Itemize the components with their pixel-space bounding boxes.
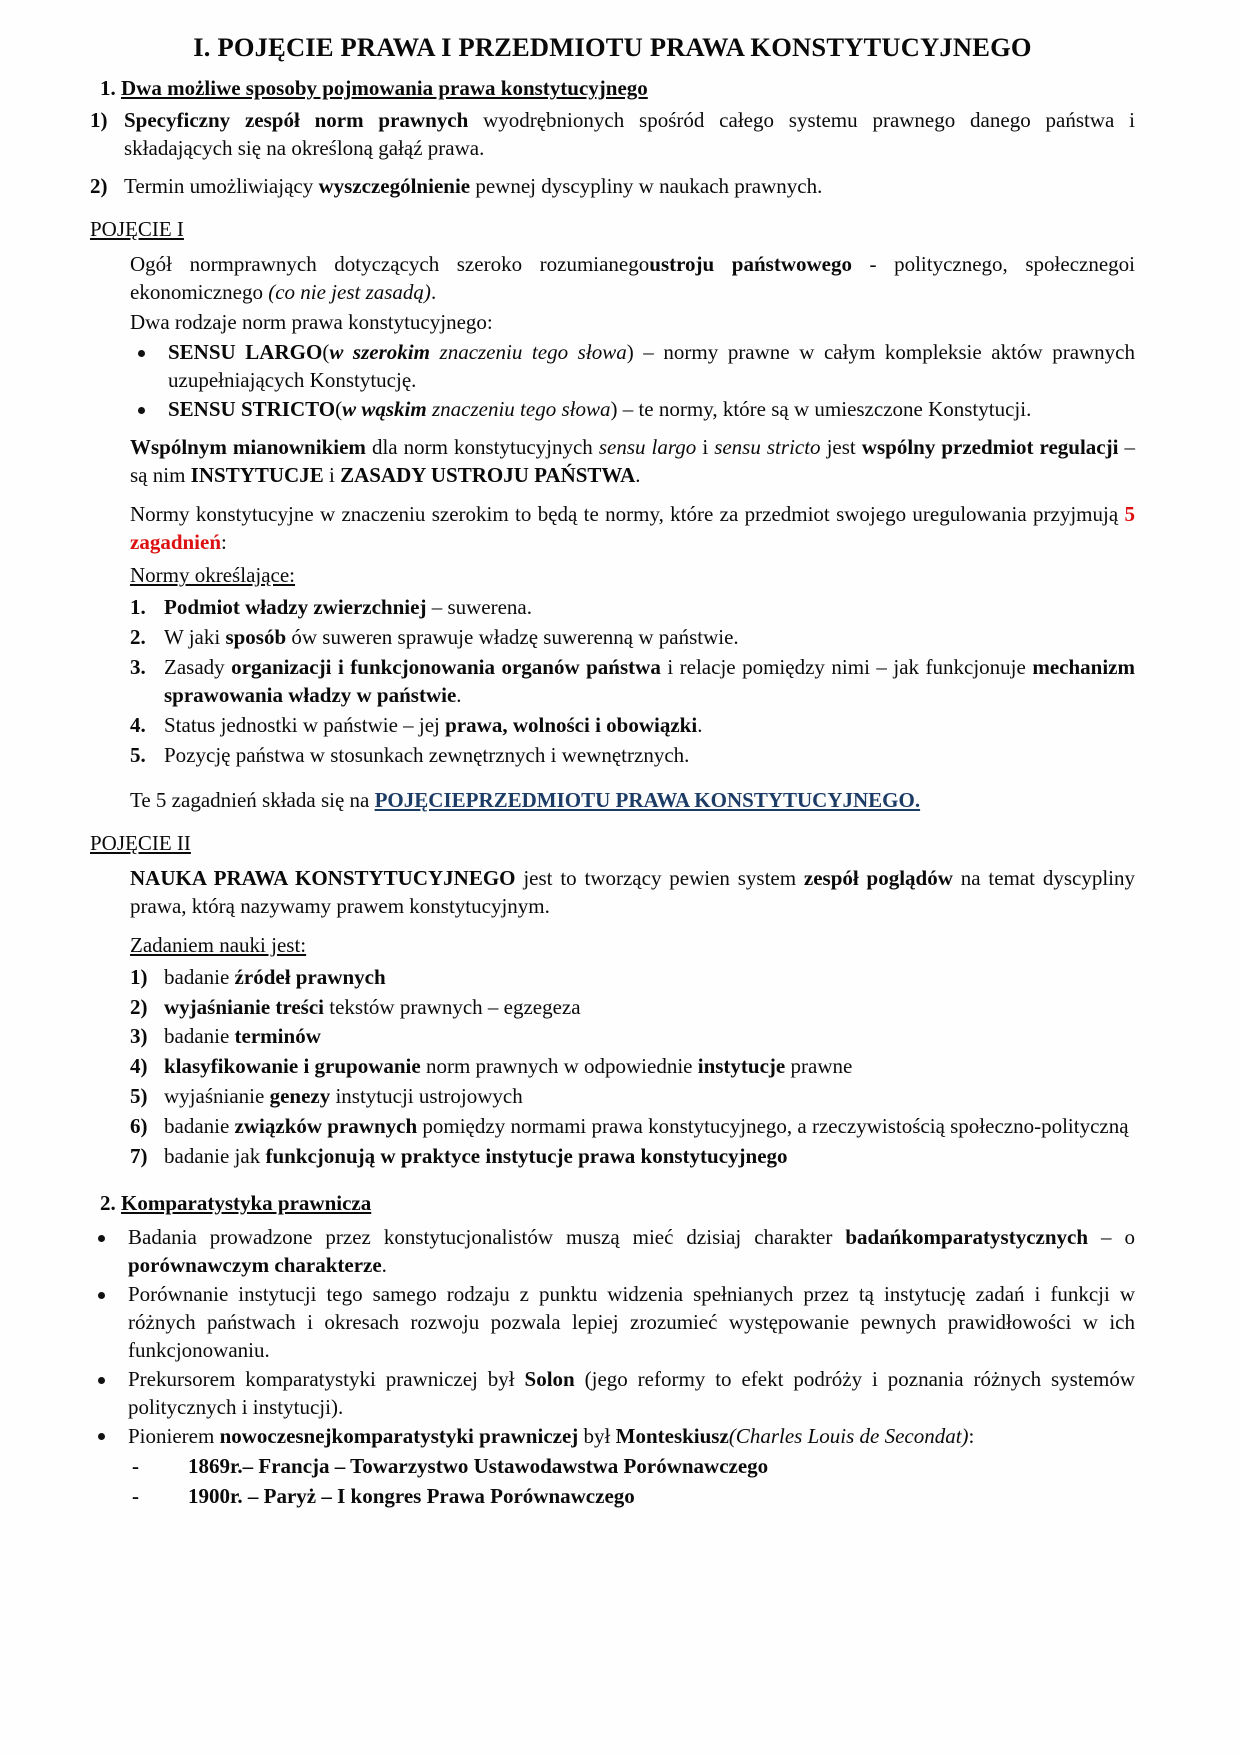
wspolny-bold-2: wspólny przedmiot regulacji <box>861 434 1119 459</box>
nauka-mid: jest to tworzący pewien system <box>515 865 804 890</box>
list-marker: 4) <box>130 1054 148 1079</box>
pojecie-2-body <box>130 865 1135 1171</box>
normy-intro-colon: : <box>221 529 227 554</box>
bullet-bold: nowoczesnejkomparatystyki prawniczej <box>219 1423 579 1448</box>
list-item <box>90 173 1135 201</box>
zadania-list <box>130 964 1135 1171</box>
item-bold: źródeł prawnych <box>234 964 386 989</box>
item-text: wyodrębnionych spośród całego systemu prawnego danego państwa i składających się na określoną gałąź prawa. <box>124 108 1135 161</box>
list-item <box>90 1366 1135 1422</box>
wspolny-mid-3: jest <box>820 434 862 459</box>
pojecie-1-intro <box>130 251 1135 307</box>
wspolny-mid-4: – są nim <box>130 434 1135 487</box>
item-post: instytucji ustrojowych <box>330 1084 523 1109</box>
section-1-list <box>90 107 1135 201</box>
item-pre: W jaki <box>164 625 226 650</box>
normy-intro-text: Normy konstytucyjne w znaczeniu szerokim to będą te normy, które za przedmiot swojego uregulowania przyjmują <box>130 501 1125 526</box>
page-title: I. POJĘCIE PRAWA I PRZEDMIOTU PRAWA KONSTYTUCYJNEGO <box>193 32 1032 62</box>
dash-text: 1869r.– Francja – Towarzystwo Ustawodawstwa Porównawczego <box>188 1454 769 1479</box>
section-2-number: 2. <box>100 1191 116 1216</box>
list-item <box>130 654 1135 710</box>
list-marker: 1) <box>90 108 108 133</box>
list-item <box>130 396 1135 424</box>
item-bold: Podmiot władzy zwierzchniej <box>164 595 427 620</box>
item-post: tekstów prawnych – egzegeza <box>324 994 581 1019</box>
item-bold: funkcjonują w praktyce instytucje prawa konstytucyjnego <box>265 1144 788 1169</box>
section-2-bullets <box>90 1224 1135 1511</box>
item-text: . <box>456 683 462 708</box>
item-bold-lead: Specyficzny zespół norm prawnych <box>124 108 469 133</box>
intro-part-c: - politycznego, społecznegoi ekonomicznego <box>130 252 1135 305</box>
paren-close: ) <box>610 396 618 421</box>
item-text: ów suweren sprawuje władzę suwerenną w państwie. <box>286 625 739 650</box>
item-pre: Zasady <box>164 655 232 680</box>
list-item <box>128 1453 1135 1481</box>
pojecie-1-subintro: Dwa rodzaje norm prawa konstytucyjnego: <box>130 310 493 335</box>
dash-marker: - <box>132 1454 139 1479</box>
section-2-heading <box>90 1191 1135 1216</box>
paren-open: ( <box>335 396 343 421</box>
item-pre: badanie <box>164 1024 235 1049</box>
five-issues-highlight: 5 zagadnień <box>130 501 1135 554</box>
bullet-pre: Badania prowadzone przez konstytucjonalistów muszą mieć dzisiaj charakter <box>128 1225 846 1250</box>
dash-text: 1900r. – Paryż – I kongres Prawa Porównawczego <box>188 1484 635 1509</box>
bullet-italic: (Charles Louis de Secondat) <box>728 1423 969 1448</box>
bullet-dot-icon <box>98 1235 105 1242</box>
list-item <box>130 964 1135 992</box>
spacer <box>130 425 1135 434</box>
item-text-post: pewnej dyscypliny w naukach prawnych. <box>470 174 823 199</box>
pojecie-1-heading <box>90 217 1135 242</box>
bullet-bold-2: porównawczym charakterze <box>128 1252 382 1277</box>
item-bold: klasyfikowanie i grupowanie <box>164 1054 421 1079</box>
item-text: . <box>697 713 703 738</box>
bullet-bold: Solon <box>524 1366 575 1391</box>
section-1-heading <box>90 76 1135 101</box>
wspolny-mid-2: i <box>696 434 715 459</box>
list-marker: 2) <box>90 174 108 199</box>
list-item <box>90 107 1135 163</box>
nauka-prawa-paragraph <box>130 865 1135 921</box>
list-marker: 5. <box>130 742 146 767</box>
item-mid: i relacje pomiędzy nimi – jak funkcjonuje <box>660 655 1033 680</box>
bullet-italic: znaczeniu tego słowa <box>429 340 627 364</box>
item-bold-2: instytucje <box>697 1054 786 1079</box>
bullet-pre: Prekursorem komparatystyki prawniczej był <box>128 1366 525 1391</box>
normy-list <box>130 594 1135 770</box>
list-item <box>90 1423 1135 1512</box>
spacer <box>130 923 1135 932</box>
bullet-dot-icon <box>138 350 145 357</box>
bullet-pre: Porównanie instytucji tego samego rodzaju z punktu widzenia spełnianych przez tą instytucję zadań i funkcji w różnych państwach i okresach rozwoju pozwala lepiej zrozumieć występowanie pewnych prawidłowości w ich funkcjonowaniu. <box>128 1281 1135 1362</box>
pojecie-1-body <box>130 251 1135 815</box>
bullet-mid: był <box>578 1423 616 1448</box>
spacer <box>130 492 1135 501</box>
list-marker: 4. <box>130 713 146 738</box>
intro-part-d: . <box>430 280 437 305</box>
bullet-dot-icon <box>98 1292 105 1299</box>
bullet-bold-italic: w wąskim <box>342 396 427 421</box>
wspolny-italic-2: sensu stricto <box>714 434 821 459</box>
list-marker: 1) <box>130 964 148 989</box>
bullet-dot-icon <box>138 407 145 414</box>
item-bold: terminów <box>234 1024 321 1049</box>
list-item <box>130 1143 1135 1171</box>
list-item <box>90 1224 1135 1280</box>
wspolny-end: . <box>635 462 641 487</box>
bullet-text: – normy prawne w całym kompleksie aktów prawnych uzupełniających Konstytucję. <box>168 340 1136 392</box>
wspolny-bold-lead: Wspólnym mianownikiem <box>130 434 366 459</box>
closing-text: Te 5 zagadnień składa się na <box>130 787 375 812</box>
pojecie-1-bullets <box>130 339 1135 424</box>
list-marker: 2) <box>130 994 148 1019</box>
list-marker: 2. <box>130 625 146 650</box>
item-bold: organizacji i funkcjonowania organów państwa <box>231 655 661 680</box>
section-2-dashes <box>128 1453 1135 1511</box>
item-pre: Status jednostki w państwie – jej <box>164 713 446 738</box>
paren-open: ( <box>322 340 330 364</box>
item-bold-mid: wyszczególnienie <box>318 174 471 199</box>
wspolny-italic-1: sensu largo <box>598 434 697 459</box>
bullet-dot-icon <box>98 1377 105 1384</box>
item-bold: genezy <box>269 1084 331 1109</box>
pojecie-1-label: POJĘCIE I <box>90 217 184 242</box>
wspolny-bold-3: INSTYTUCJE <box>190 462 324 487</box>
bullet-mid: (jego reformy to efekt podróży i poznania różnych systemów politycznych i instytucji). <box>128 1366 1135 1419</box>
item-text-pre: Termin umożliwiający <box>124 174 319 199</box>
list-item <box>130 1053 1135 1081</box>
list-item <box>130 339 1135 395</box>
list-item <box>130 994 1135 1022</box>
item-bold: wyjaśnianie treści <box>164 994 325 1019</box>
bullet-post: . <box>381 1252 387 1277</box>
pojecie-2-label: POJĘCIE II <box>90 830 191 855</box>
item-bold-2: mechanizm sprawowania władzy w państwie <box>164 655 1135 708</box>
wspolny-mianownik-paragraph <box>130 434 1135 490</box>
item-post: norm prawnych w odpowiednie <box>420 1054 698 1079</box>
wspolny-bold-4: ZASADY USTROJU PAŃSTWA <box>340 462 636 487</box>
bullet-italic: znaczeniu tego słowa <box>426 396 611 421</box>
item-pre: badanie <box>164 964 235 989</box>
nauka-bold-2: zespół poglądów <box>803 865 953 890</box>
bullet-mid: – o <box>1088 1225 1136 1250</box>
bullet-bold: SENSU STRICTO <box>168 396 336 421</box>
intro-italic: (co nie jest zasadą) <box>268 280 431 305</box>
bullet-text: – te normy, które są w umieszczone Konstytucji. <box>617 396 1032 421</box>
normy-intro-paragraph <box>130 501 1135 557</box>
wspolny-mid-5: i <box>323 462 341 487</box>
wspolny-mid: dla norm konstytucyjnych <box>365 434 599 459</box>
list-item <box>128 1483 1135 1511</box>
bullet-bold-italic: w szerokim <box>329 340 430 364</box>
list-marker: 5) <box>130 1084 148 1109</box>
closing-line <box>130 787 1135 815</box>
zadaniem-nauki-heading <box>130 932 1135 960</box>
section-1-number: 1. <box>100 76 116 101</box>
list-item <box>130 1023 1135 1051</box>
item-bold: prawa, wolności i obowiązki <box>445 713 698 738</box>
paren-close: ) <box>626 340 634 364</box>
bullet-post: : <box>968 1423 975 1448</box>
list-marker: 3) <box>130 1024 148 1049</box>
nauka-rest: na temat dyscypliny prawa, którą nazywamy prawem konstytucyjnym. <box>130 865 1135 918</box>
item-pre: badanie <box>164 1114 235 1139</box>
bullet-pre: Pionierem <box>128 1423 220 1448</box>
bullet-bold-2: Monteskiusz <box>615 1423 729 1448</box>
dash-marker: - <box>132 1484 139 1509</box>
list-item <box>130 742 1135 770</box>
list-item <box>130 712 1135 740</box>
list-marker: 6) <box>130 1114 148 1139</box>
intro-bold: ustroju państwowego <box>649 252 852 277</box>
section-2-title: Komparatystyka prawnicza <box>121 1191 372 1216</box>
list-marker: 3. <box>130 655 146 680</box>
item-pre: badanie jak <box>164 1144 266 1169</box>
item-text: – suwerena. <box>426 595 532 620</box>
item-bold: sposób <box>225 625 287 650</box>
section-1-title: Dwa możliwe sposoby pojmowania prawa konstytucyjnego <box>121 76 648 101</box>
list-marker: 7) <box>130 1144 148 1169</box>
spacer <box>130 772 1135 787</box>
zadaniem-nauki-label: Zadaniem nauki jest: <box>130 932 307 957</box>
normy-okreslajace-label: Normy określające: <box>130 563 296 588</box>
intro-part-a: Ogół normprawnych dotyczących szeroko rozumianego <box>130 252 650 277</box>
list-item <box>130 594 1135 622</box>
bullet-dot-icon <box>98 1433 105 1440</box>
bullet-bold: badańkomparatystycznych <box>845 1225 1089 1250</box>
pojecie-przedmiotu-link[interactable]: POJĘCIEPRZEDMIOTU PRAWA KONSTYTUCYJNEGO. <box>374 787 921 812</box>
list-item <box>130 1083 1135 1111</box>
item-pre: wyjaśnianie <box>164 1084 270 1109</box>
item-post: pomiędzy normami prawa konstytucyjnego, a rzeczywistością społeczno-polityczną <box>417 1114 1129 1139</box>
normy-okreslajace-heading <box>130 562 1135 590</box>
item-post-2: prawne <box>785 1054 853 1079</box>
bullet-bold: SENSU LARGO <box>168 340 323 364</box>
list-marker: 1. <box>130 595 146 620</box>
item-pre: Pozycję państwa w stosunkach zewnętrznych i wewnętrznych. <box>164 742 690 767</box>
nauka-bold-lead: NAUKA PRAWA KONSTYTUCYJNEGO <box>130 865 516 890</box>
list-item <box>130 624 1135 652</box>
item-bold: związków prawnych <box>234 1114 418 1139</box>
list-item <box>130 1113 1135 1141</box>
list-item <box>90 1281 1135 1365</box>
pojecie-2-heading <box>90 831 1135 856</box>
